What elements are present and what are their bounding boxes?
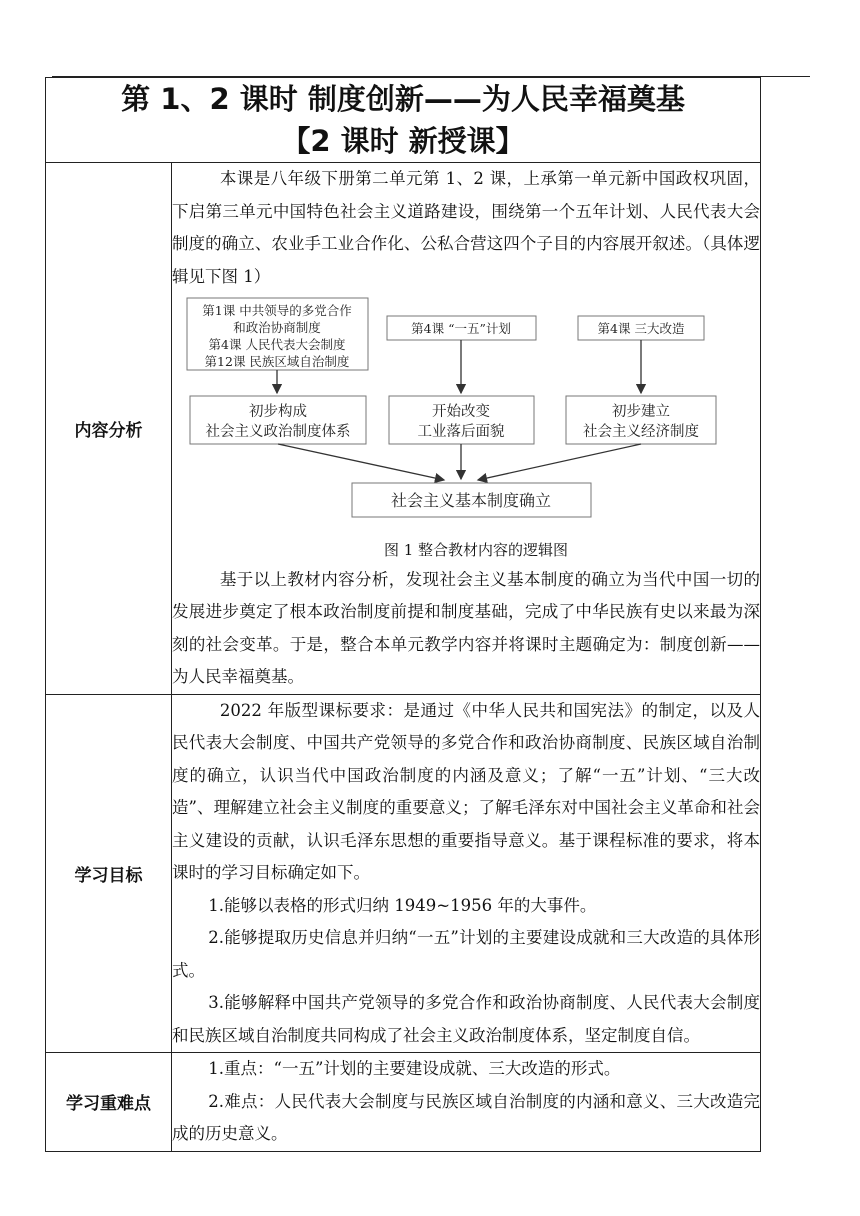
title-row	[46, 78, 761, 163]
source-3-text: 第4课 三大改造	[597, 321, 685, 336]
mid-1-line1: 初步构成	[249, 404, 307, 420]
content-analysis-row	[46, 163, 761, 695]
key-difficult-label: 学习重难点	[46, 1053, 172, 1152]
content-analysis-para2: 基于以上教材内容分析，发现社会主义基本制度的确立为当代中国一切的发展进步奠定了根本政治制度前提和制度基础，完成了中华民族有史以来最为深刻的社会变革。于是，整合本单元教学内容并将课时主题确定为：制度创新——为人民幸福奠基。	[172, 569, 760, 686]
title-cell	[46, 78, 761, 163]
source-1-line3: 第4课 人民代表大会制度	[208, 337, 346, 352]
learning-goals-row	[46, 694, 761, 1053]
learning-goals-para1: 2022 年版型课标要求：是通过《中华人民共和国宪法》的制定，以及人民代表大会制度、中国共产党领导的多党合作和政治协商制度、民族区域自治制度的确立，认识当代中国政治制度的内涵及意义；了解“一五”计划、“三大改造”、理解建立社会主义制度的重要意义；了解毛泽东对中国社会主义革命和社会主义建设的贡献，认识毛泽东思想的重要指导意义。基于课程标准的要求，将本课时的学习目标确定如下。	[172, 700, 760, 882]
source-1-line2: 和政治协商制度	[233, 320, 321, 335]
title-line1: 第 1、2 课时 制度创新——为人民幸福奠基	[121, 82, 685, 116]
learning-goal-3: 3.能够解释中国共产党领导的多党合作和政治协商制度、人民代表大会制度和民族区域自治制度共同构成了社会主义政治制度体系，坚定制度自信。	[172, 993, 760, 1045]
learning-goals-body	[172, 694, 761, 1053]
figure-caption: 图 1 整合教材内容的逻辑图	[383, 540, 569, 559]
learning-goal-2: 2.能够提取历史信息并归纳“一五”计划的主要建设成就和三大改造的具体形式。	[172, 928, 760, 980]
key-difficult-body	[172, 1053, 761, 1152]
learning-goals-label: 学习目标	[46, 694, 172, 1053]
content-analysis-para1: 本课是八年级下册第二单元第 1、2 课，上承第一单元新中国政权巩固，下启第三单元中国特色社会主义道路建设，围绕第一个五年计划、人民代表大会制度的确立、农业手工业合作化、公私合营这四个子目的内容展开叙述。（具体逻辑见下图 1）	[172, 169, 760, 286]
logic-diagram	[172, 296, 760, 536]
content-analysis-label: 内容分析	[46, 163, 172, 695]
learning-goal-1: 1.能够以表格的形式归纳 1949~1956 年的大事件。	[208, 895, 597, 915]
title-line2: 【2 课时 新授课】	[281, 124, 525, 158]
content-analysis-body	[172, 163, 761, 695]
mid-2-line1: 开始改变	[432, 404, 490, 420]
key-point: 1.重点：“一五”计划的主要建设成就、三大改造的形式。	[208, 1059, 621, 1078]
logic-diagram-svg	[172, 296, 744, 524]
mid-1-line2: 社会主义政治制度体系	[205, 424, 351, 440]
result-text: 社会主义基本制度确立	[390, 491, 552, 510]
lesson-plan-table	[45, 77, 761, 1152]
mid-2-line2: 工业落后面貌	[417, 424, 505, 440]
key-difficult-row	[46, 1053, 761, 1152]
source-2-text: 第4课 “一五”计划	[411, 321, 511, 336]
source-1-line1: 第1课 中共领导的多党合作	[202, 303, 352, 318]
arrow-converge-3	[478, 444, 641, 480]
mid-3-line1: 初步建立	[612, 404, 670, 420]
source-1-line4: 第12课 民族区域自治制度	[204, 354, 350, 369]
difficult-point: 2.难点：人民代表大会制度与民族区域自治制度的内涵和意义、三大改造完成的历史意义。	[172, 1091, 760, 1143]
mid-3-line2: 社会主义经济制度	[583, 424, 699, 440]
arrow-converge-1	[278, 444, 444, 480]
